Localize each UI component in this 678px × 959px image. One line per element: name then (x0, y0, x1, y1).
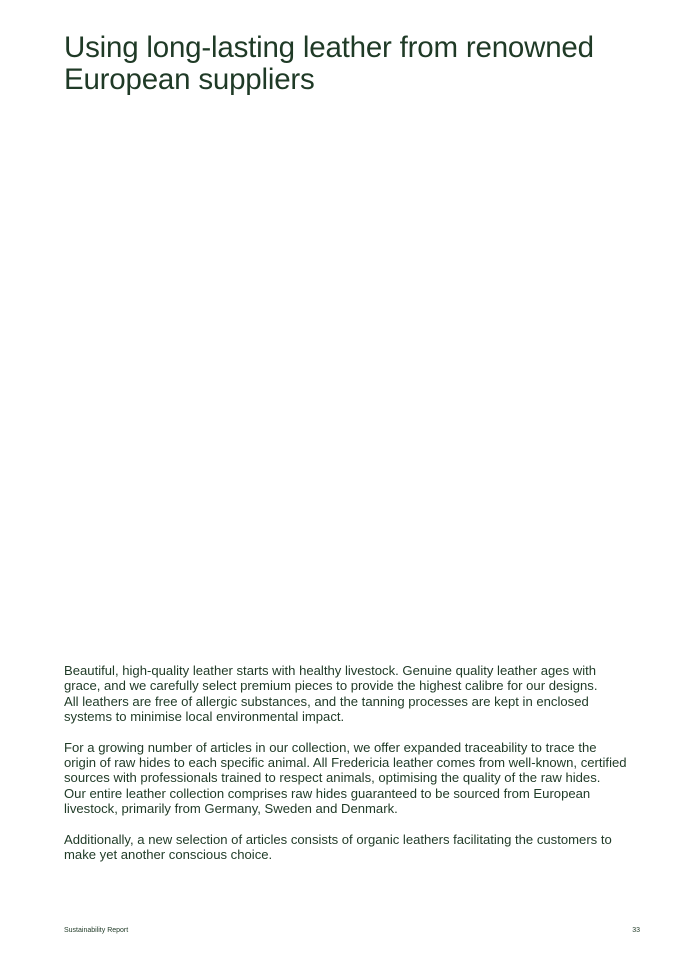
page-number: 33 (632, 927, 640, 934)
text-line: livestock, primarily from Germany, Sweden and Denmark. (64, 801, 398, 817)
text-line: All leathers are free of allergic substances, and the tanning processes are kept in enclosed (64, 693, 589, 709)
text-line: grace, and we carefully select premium pieces to provide the highest calibre for our designs. (64, 678, 598, 694)
paragraph-traceability (64, 740, 654, 817)
text-line: make yet another conscious choice. (64, 847, 273, 863)
paragraph-intro (64, 663, 654, 725)
paragraph-organic (64, 832, 654, 863)
text-line: sources with professionals trained to respect animals, optimising the quality of the raw hides. (64, 770, 601, 786)
title-line: European suppliers (64, 63, 315, 96)
text-line: systems to minimise local environmental impact. (64, 709, 345, 725)
text-line: origin of raw hides to each specific animal. All Fredericia leather comes from well-known, certified (64, 755, 627, 771)
text-line: Additionally, a new selection of articles consists of organic leathers facilitating the customers to (64, 831, 612, 847)
text-line: Beautiful, high-quality leather starts with healthy livestock. Genuine quality leather ages with (64, 663, 597, 678)
footer-report-name: Sustainability Report (64, 927, 129, 934)
page-title (64, 32, 644, 96)
body-text (64, 663, 654, 877)
title-line: Using long-lasting leather from renowned (64, 31, 594, 64)
text-line: For a growing number of articles in our collection, we offer expanded traceability to trace the (64, 739, 597, 755)
text-line: Our entire leather collection comprises raw hides guaranteed to be sourced from European (64, 785, 591, 801)
